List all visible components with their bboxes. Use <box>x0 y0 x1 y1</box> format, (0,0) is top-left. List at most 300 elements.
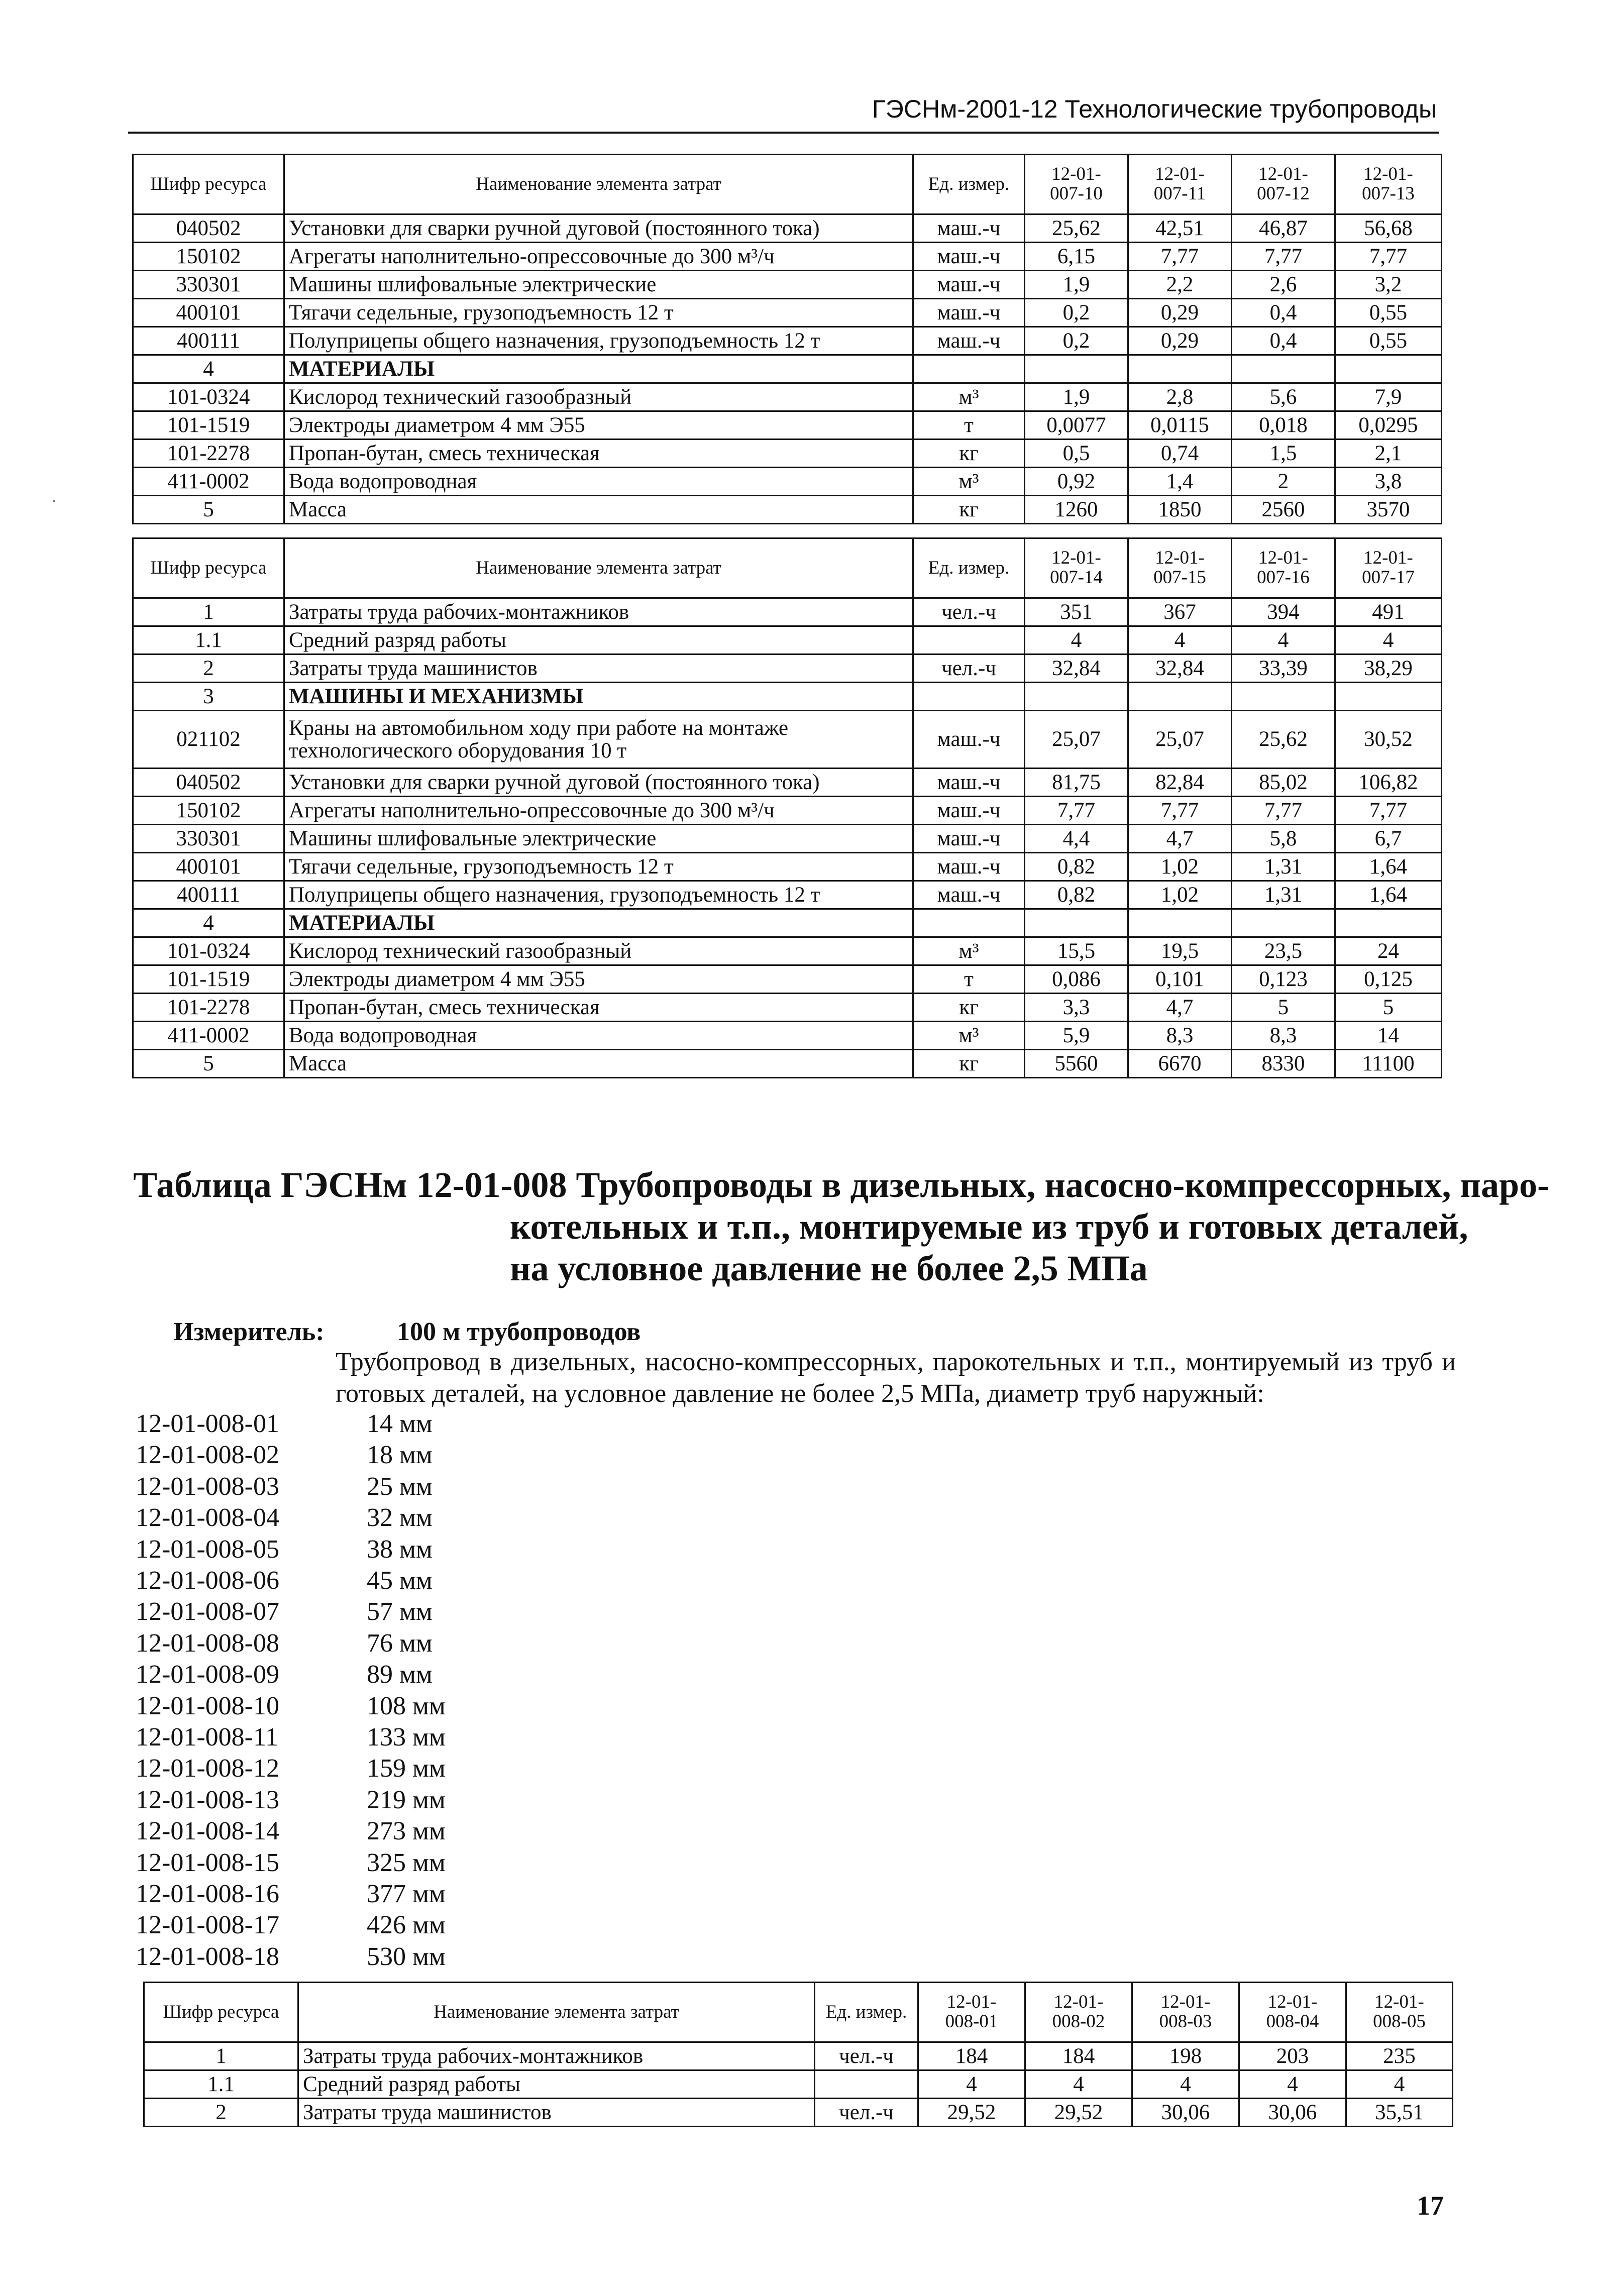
resource-unit: чел.-ч <box>815 2099 918 2127</box>
norm-value: 1,02 <box>1128 881 1232 909</box>
norm-code: 12-01-008-06 <box>136 1566 279 1595</box>
column-header-norm: 12-01- 007-12 <box>1232 155 1335 214</box>
norm-value: 29,52 <box>1025 2099 1132 2127</box>
resource-code: 1 <box>144 2042 298 2070</box>
norm-value: 1,9 <box>1025 271 1128 299</box>
column-header-norm: 12-01- 007-11 <box>1128 155 1232 214</box>
pipe-diameter: 14 мм <box>367 1409 433 1438</box>
norm-value: 46,87 <box>1232 214 1335 243</box>
pipe-diameter: 273 мм <box>367 1817 446 1846</box>
resource-unit <box>913 909 1025 937</box>
norm-value: 7,77 <box>1025 797 1128 825</box>
table-row <box>133 769 1442 797</box>
norm-code: 12-01-008-12 <box>136 1754 279 1783</box>
pipe-diameter: 45 мм <box>367 1566 433 1595</box>
norm-value: 0,92 <box>1025 468 1128 496</box>
table-row <box>133 711 1442 769</box>
norm-value: 351 <box>1025 598 1128 626</box>
norm-code: 12-01-008-04 <box>136 1503 279 1533</box>
norm-value: 3,2 <box>1335 271 1442 299</box>
norm-value: 4 <box>1335 626 1442 654</box>
norm-value: 7,77 <box>1232 797 1335 825</box>
norm-value: 85,02 <box>1232 769 1335 797</box>
resource-unit: маш.-ч <box>913 327 1025 355</box>
table-title-line-1: Таблица ГЭСНм 12-01-008 Трубопроводы в дизельных, насосно-компрессорных, паро- <box>133 1165 1550 1205</box>
resource-unit: маш.-ч <box>913 825 1025 853</box>
table-row <box>133 654 1442 683</box>
norm-value: 1,64 <box>1335 881 1442 909</box>
table-row <box>133 626 1442 654</box>
resource-unit: маш.-ч <box>913 797 1025 825</box>
pipe-diameter: 32 мм <box>367 1503 433 1533</box>
resource-code: 400111 <box>133 327 284 355</box>
norm-value: 2,1 <box>1335 440 1442 468</box>
resource-code: 400101 <box>133 299 284 327</box>
norm-value: 235 <box>1346 2042 1453 2070</box>
norm-value <box>1025 909 1128 937</box>
resource-code: 101-2278 <box>133 994 284 1022</box>
resource-unit: маш.-ч <box>913 881 1025 909</box>
norm-value: 394 <box>1232 598 1335 626</box>
norm-code: 12-01-008-17 <box>136 1911 279 1940</box>
norm-value: 198 <box>1132 2042 1239 2070</box>
table-row <box>144 2070 1453 2099</box>
pipe-diameter: 76 мм <box>367 1628 433 1658</box>
norm-value: 7,77 <box>1335 797 1442 825</box>
pipe-diameter: 38 мм <box>367 1535 433 1564</box>
norm-value: 32,84 <box>1128 654 1232 683</box>
resource-name: Кислород технический газообразный <box>284 383 913 411</box>
table-row <box>133 327 1442 355</box>
column-header-unit: Ед. измер. <box>913 155 1025 214</box>
resource-unit: кг <box>913 440 1025 468</box>
norm-value: 8,3 <box>1232 1022 1335 1050</box>
norm-value: 0,0295 <box>1335 411 1442 440</box>
resource-code: 5 <box>133 1050 284 1078</box>
column-header-norm: 12-01- 008-04 <box>1239 1983 1346 2042</box>
section-heading: МАТЕРИАЛЫ <box>284 909 913 937</box>
norm-value <box>1232 909 1335 937</box>
resource-code: 330301 <box>133 271 284 299</box>
table-row <box>133 965 1442 994</box>
resource-name: Тягачи седельные, грузоподъемность 12 т <box>284 853 913 881</box>
table-title-line-2: котельных и т.п., монтируемые из труб и готовых деталей, <box>510 1207 1468 1247</box>
norm-value <box>1128 683 1232 711</box>
norm-value: 14 <box>1335 1022 1442 1050</box>
pipe-diameter: 377 мм <box>367 1880 446 1908</box>
table-row <box>133 797 1442 825</box>
norm-value: 8,3 <box>1128 1022 1232 1050</box>
norm-value: 4 <box>1025 626 1128 654</box>
norm-value: 7,9 <box>1335 383 1442 411</box>
resource-name: Пропан-бутан, смесь техническая <box>284 994 913 1022</box>
norm-value: 15,5 <box>1025 937 1128 965</box>
table-row <box>133 598 1442 626</box>
norm-code: 12-01-008-02 <box>136 1441 279 1470</box>
norm-value: 42,51 <box>1128 214 1232 243</box>
norm-value: 29,52 <box>918 2099 1025 2127</box>
norm-value: 0,018 <box>1232 411 1335 440</box>
norm-value: 0,29 <box>1128 327 1232 355</box>
norm-value: 1,5 <box>1232 440 1335 468</box>
column-header-code: Шифр ресурса <box>133 538 284 598</box>
resource-code: 1.1 <box>144 2070 298 2099</box>
column-header-norm: 12-01- 008-03 <box>1132 1983 1239 2042</box>
norm-value: 32,84 <box>1025 654 1128 683</box>
norm-value: 0,5 <box>1025 440 1128 468</box>
pipe-diameter: 133 мм <box>367 1723 446 1752</box>
resource-unit: маш.-ч <box>913 711 1025 769</box>
resource-code: 1 <box>133 598 284 626</box>
resource-code: 400101 <box>133 853 284 881</box>
pipe-diameter: 325 мм <box>367 1848 446 1877</box>
norm-value: 4,7 <box>1128 994 1232 1022</box>
work-description: Трубопровод в дизельных, насосно-компрессорных, парокотельных и т.п., монтируемый из труб и готовых деталей, на условное давление не более 2,5 МПа, диаметр труб наружный: <box>336 1348 1456 1408</box>
table-row <box>133 909 1442 937</box>
norm-value: 1260 <box>1025 496 1128 524</box>
norm-value <box>1232 683 1335 711</box>
resource-code: 400111 <box>133 881 284 909</box>
norm-code: 12-01-008-10 <box>136 1691 279 1720</box>
resource-name: Затраты труда рабочих-монтажников <box>284 598 913 626</box>
norm-value: 184 <box>1025 2042 1132 2070</box>
table-row <box>133 994 1442 1022</box>
norm-value: 8330 <box>1232 1050 1335 1078</box>
resource-code: 150102 <box>133 797 284 825</box>
table-title-line-3: на условное давление не более 2,5 МПа <box>510 1248 1148 1288</box>
norm-value: 5 <box>1232 994 1335 1022</box>
resource-unit: маш.-ч <box>913 299 1025 327</box>
resource-name: Краны на автомобильном ходу при работе на монтаже технологического оборудования 10 т <box>284 711 913 769</box>
resource-code: 021102 <box>133 711 284 769</box>
pipe-diameter: 530 мм <box>367 1942 446 1971</box>
resource-unit: чел.-ч <box>815 2042 918 2070</box>
norm-value: 5 <box>1335 994 1442 1022</box>
resource-code: 101-0324 <box>133 383 284 411</box>
norm-value: 0,123 <box>1232 965 1335 994</box>
norm-code: 12-01-008-05 <box>136 1535 279 1564</box>
norm-value: 0,125 <box>1335 965 1442 994</box>
norm-value: 33,39 <box>1232 654 1335 683</box>
norm-value: 82,84 <box>1128 769 1232 797</box>
norm-value: 6670 <box>1128 1050 1232 1078</box>
norm-value: 4 <box>1346 2070 1453 2099</box>
resource-code: 040502 <box>133 769 284 797</box>
norm-value: 25,62 <box>1025 214 1128 243</box>
page-number: 17 <box>1417 2191 1444 2221</box>
resource-unit: чел.-ч <box>913 598 1025 626</box>
norm-value: 491 <box>1335 598 1442 626</box>
norm-value: 4 <box>1025 2070 1132 2099</box>
table-row <box>133 937 1442 965</box>
norm-value: 7,77 <box>1335 243 1442 271</box>
pipe-diameter: 25 мм <box>367 1472 433 1501</box>
resource-code: 101-0324 <box>133 937 284 965</box>
norm-value: 3,8 <box>1335 468 1442 496</box>
resource-code: 040502 <box>133 214 284 243</box>
table-row <box>133 299 1442 327</box>
norm-value: 1,31 <box>1232 881 1335 909</box>
table-row <box>133 440 1442 468</box>
resource-code: 1.1 <box>133 626 284 654</box>
column-header-norm: 12-01- 008-02 <box>1025 1983 1132 2042</box>
column-header-name: Наименование элемента затрат <box>284 538 913 598</box>
norm-value: 6,15 <box>1025 243 1128 271</box>
resource-unit <box>913 683 1025 711</box>
resource-unit: маш.-ч <box>913 243 1025 271</box>
norm-value: 7,77 <box>1128 243 1232 271</box>
norm-code: 12-01-008-07 <box>136 1597 279 1626</box>
norm-value: 6,7 <box>1335 825 1442 853</box>
norm-value: 25,07 <box>1128 711 1232 769</box>
resource-code: 2 <box>144 2099 298 2127</box>
column-header-norm: 12-01- 007-10 <box>1025 155 1128 214</box>
table-row <box>133 881 1442 909</box>
resource-code: 2 <box>133 654 284 683</box>
resource-name: Полуприцепы общего назначения, грузоподъемность 12 т <box>284 327 913 355</box>
table-row <box>133 243 1442 271</box>
norm-value <box>1128 909 1232 937</box>
norm-value <box>1335 683 1442 711</box>
table-row <box>133 825 1442 853</box>
resource-name: Электроды диаметром 4 мм Э55 <box>284 965 913 994</box>
table-row <box>144 2042 1453 2070</box>
norm-value: 367 <box>1128 598 1232 626</box>
norm-code: 12-01-008-16 <box>136 1880 279 1908</box>
column-header-norm: 12-01- 007-15 <box>1128 538 1232 598</box>
norm-value: 0,2 <box>1025 299 1128 327</box>
norm-code: 12-01-008-08 <box>136 1628 279 1658</box>
resource-unit: маш.-ч <box>913 214 1025 243</box>
norm-value <box>1335 909 1442 937</box>
table-row <box>133 683 1442 711</box>
norm-value: 0,101 <box>1128 965 1232 994</box>
resource-table-007-14-17 <box>132 537 1442 1078</box>
resource-name: Пропан-бутан, смесь техническая <box>284 440 913 468</box>
norm-value: 0,4 <box>1232 327 1335 355</box>
resource-unit: маш.-ч <box>913 769 1025 797</box>
norm-value: 0,55 <box>1335 299 1442 327</box>
resource-name: Вода водопроводная <box>284 468 913 496</box>
header-rule <box>128 132 1439 134</box>
norm-value: 30,06 <box>1239 2099 1346 2127</box>
norm-value: 0,29 <box>1128 299 1232 327</box>
norm-value: 81,75 <box>1025 769 1128 797</box>
resource-unit: маш.-ч <box>913 853 1025 881</box>
resource-name: Машины шлифовальные электрические <box>284 825 913 853</box>
section-heading: МАТЕРИАЛЫ <box>284 355 913 383</box>
norm-value: 0,74 <box>1128 440 1232 468</box>
resource-unit: м³ <box>913 468 1025 496</box>
resource-name: Затраты труда машинистов <box>284 654 913 683</box>
resource-name: Кислород технический газообразный <box>284 937 913 965</box>
resource-unit: м³ <box>913 1022 1025 1050</box>
resource-name: Тягачи седельные, грузоподъемность 12 т <box>284 299 913 327</box>
norm-value <box>1232 355 1335 383</box>
resource-name: Масса <box>284 1050 913 1078</box>
resource-name: Затраты труда рабочих-монтажников <box>298 2042 815 2070</box>
column-header-norm: 12-01- 007-14 <box>1025 538 1128 598</box>
pipe-diameter: 426 мм <box>367 1911 446 1940</box>
resource-unit: м³ <box>913 937 1025 965</box>
resource-unit: т <box>913 965 1025 994</box>
norm-value: 0,086 <box>1025 965 1128 994</box>
resource-code: 101-1519 <box>133 965 284 994</box>
resource-unit: кг <box>913 994 1025 1022</box>
resource-name: Электроды диаметром 4 мм Э55 <box>284 411 913 440</box>
meter-value: 100 м трубопроводов <box>397 1318 641 1346</box>
norm-value: 24 <box>1335 937 1442 965</box>
resource-unit: чел.-ч <box>913 654 1025 683</box>
resource-code: 101-1519 <box>133 411 284 440</box>
resource-unit: кг <box>913 1050 1025 1078</box>
norm-value: 4 <box>1239 2070 1346 2099</box>
table-row <box>133 383 1442 411</box>
norm-value: 38,29 <box>1335 654 1442 683</box>
norm-value <box>1128 355 1232 383</box>
section-heading: МАШИНЫ И МЕХАНИЗМЫ <box>284 683 913 711</box>
column-header-norm: 12-01- 007-13 <box>1335 155 1442 214</box>
table-row <box>133 1050 1442 1078</box>
norm-value: 23,5 <box>1232 937 1335 965</box>
norm-value: 0,82 <box>1025 853 1128 881</box>
norm-value: 2,2 <box>1128 271 1232 299</box>
resource-name: Агрегаты наполнительно-опрессовочные до 300 м³/ч <box>284 797 913 825</box>
norm-code: 12-01-008-09 <box>136 1660 279 1689</box>
column-header-name: Наименование элемента затрат <box>284 155 913 214</box>
table-row <box>133 1022 1442 1050</box>
resource-code: 3 <box>133 683 284 711</box>
norm-value: 0,4 <box>1232 299 1335 327</box>
column-header-norm: 12-01- 007-17 <box>1335 538 1442 598</box>
norm-value: 5,9 <box>1025 1022 1128 1050</box>
norm-value <box>1025 355 1128 383</box>
resource-code: 411-0002 <box>133 1022 284 1050</box>
norm-value: 30,06 <box>1132 2099 1239 2127</box>
norm-value: 5560 <box>1025 1050 1128 1078</box>
resource-unit <box>913 355 1025 383</box>
table-row <box>133 468 1442 496</box>
pipe-diameter: 159 мм <box>367 1754 446 1783</box>
norm-value: 30,52 <box>1335 711 1442 769</box>
resource-name: Полуприцепы общего назначения, грузоподъемность 12 т <box>284 881 913 909</box>
resource-name: Затраты труда машинистов <box>298 2099 815 2127</box>
norm-value: 184 <box>918 2042 1025 2070</box>
norm-code: 12-01-008-03 <box>136 1472 279 1501</box>
resource-name: Вода водопроводная <box>284 1022 913 1050</box>
resource-table-007-10-13 <box>132 154 1442 524</box>
norm-value: 2,6 <box>1232 271 1335 299</box>
resource-code: 150102 <box>133 243 284 271</box>
table-row <box>133 355 1442 383</box>
pipe-diameter: 89 мм <box>367 1660 433 1689</box>
norm-value: 4 <box>918 2070 1025 2099</box>
norm-code: 12-01-008-14 <box>136 1817 279 1846</box>
resource-code: 330301 <box>133 825 284 853</box>
resource-unit: м³ <box>913 383 1025 411</box>
norm-code: 12-01-008-01 <box>136 1409 279 1438</box>
norm-value: 5,8 <box>1232 825 1335 853</box>
column-header-unit: Ед. измер. <box>815 1983 918 2042</box>
table-row <box>133 411 1442 440</box>
column-header-norm: 12-01- 008-05 <box>1346 1983 1453 2042</box>
running-header: ГЭСНм-2001-12 Технологические трубопроводы <box>872 95 1437 123</box>
norm-value: 0,82 <box>1025 881 1128 909</box>
norm-value: 35,51 <box>1346 2099 1453 2127</box>
resource-name: Установки для сварки ручной дуговой (постоянного тока) <box>284 769 913 797</box>
norm-value: 3570 <box>1335 496 1442 524</box>
table-row <box>133 214 1442 243</box>
resource-code: 101-2278 <box>133 440 284 468</box>
norm-value: 2,8 <box>1128 383 1232 411</box>
pipe-diameter: 57 мм <box>367 1597 433 1626</box>
scan-dot <box>53 500 55 502</box>
norm-value <box>1025 683 1128 711</box>
norm-value: 4,7 <box>1128 825 1232 853</box>
norm-value: 7,77 <box>1232 243 1335 271</box>
norm-value: 0,0115 <box>1128 411 1232 440</box>
norm-code: 12-01-008-13 <box>136 1785 279 1814</box>
norm-value: 4,4 <box>1025 825 1128 853</box>
norm-code: 12-01-008-15 <box>136 1848 279 1877</box>
resource-name: Установки для сварки ручной дуговой (постоянного тока) <box>284 214 913 243</box>
column-header-code: Шифр ресурса <box>144 1983 298 2042</box>
norm-value: 0,55 <box>1335 327 1442 355</box>
norm-value: 3,3 <box>1025 994 1128 1022</box>
pipe-diameter: 108 мм <box>367 1691 446 1720</box>
norm-value: 0,2 <box>1025 327 1128 355</box>
resource-code: 4 <box>133 355 284 383</box>
column-header-norm: 12-01- 008-01 <box>918 1983 1025 2042</box>
norm-value: 25,62 <box>1232 711 1335 769</box>
norm-value: 0,0077 <box>1025 411 1128 440</box>
norm-value: 2 <box>1232 468 1335 496</box>
pipe-diameter: 18 мм <box>367 1441 433 1470</box>
resource-code: 411-0002 <box>133 468 284 496</box>
norm-value: 19,5 <box>1128 937 1232 965</box>
norm-value: 106,82 <box>1335 769 1442 797</box>
resource-code: 5 <box>133 496 284 524</box>
norm-value: 203 <box>1239 2042 1346 2070</box>
column-header-unit: Ед. измер. <box>913 538 1025 598</box>
norm-value: 1,02 <box>1128 853 1232 881</box>
column-header-code: Шифр ресурса <box>133 155 284 214</box>
resource-name: Средний разряд работы <box>298 2070 815 2099</box>
table-row <box>133 271 1442 299</box>
norm-value: 56,68 <box>1335 214 1442 243</box>
norm-value: 4 <box>1132 2070 1239 2099</box>
norm-value: 4 <box>1232 626 1335 654</box>
resource-name: Масса <box>284 496 913 524</box>
resource-code: 4 <box>133 909 284 937</box>
column-header-name: Наименование элемента затрат <box>298 1983 815 2042</box>
resource-unit <box>815 2070 918 2099</box>
norm-value: 2560 <box>1232 496 1335 524</box>
table-row <box>133 496 1442 524</box>
resource-name: Машины шлифовальные электрические <box>284 271 913 299</box>
resource-unit <box>913 626 1025 654</box>
norm-value: 4 <box>1128 626 1232 654</box>
norm-value <box>1335 355 1442 383</box>
meter-label: Измеритель: <box>173 1318 325 1346</box>
norm-value: 25,07 <box>1025 711 1128 769</box>
norm-value: 1,31 <box>1232 853 1335 881</box>
table-row <box>144 2099 1453 2127</box>
resource-name: Средний разряд работы <box>284 626 913 654</box>
column-header-norm: 12-01- 007-16 <box>1232 538 1335 598</box>
norm-value: 7,77 <box>1128 797 1232 825</box>
norm-code: 12-01-008-11 <box>136 1723 279 1752</box>
